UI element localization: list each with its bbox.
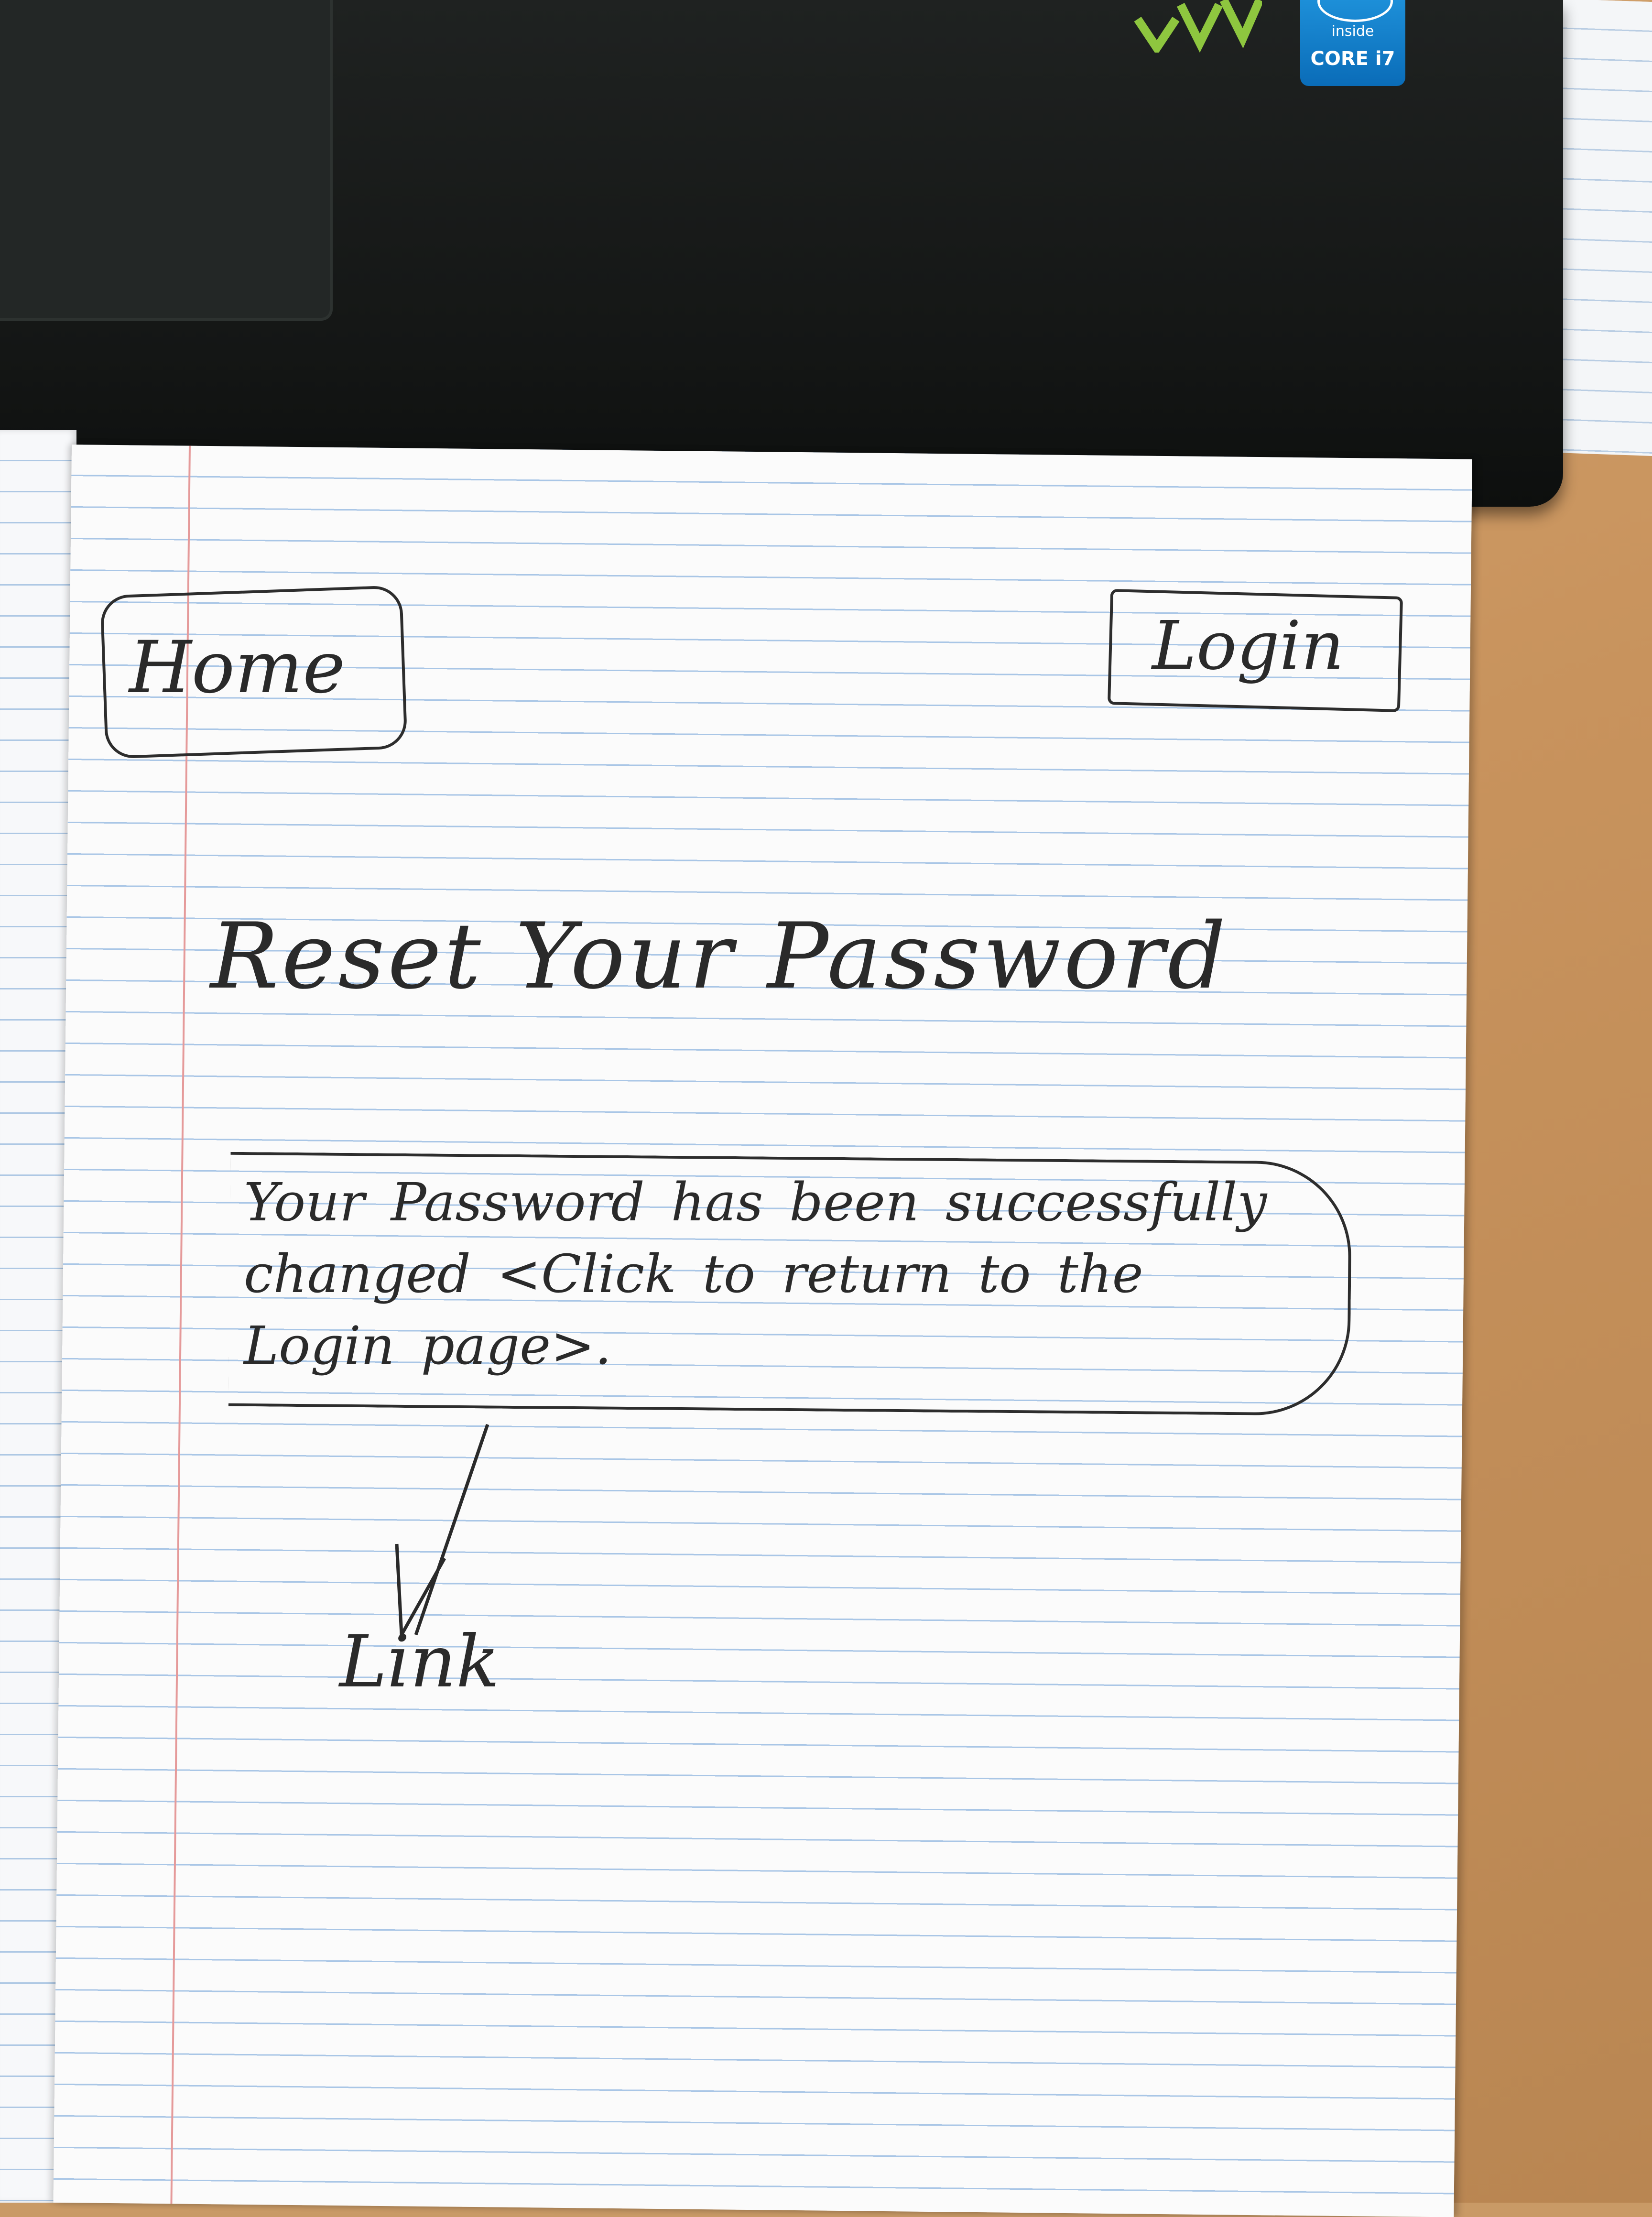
nvidia-sticker-icon [1128, 0, 1262, 53]
intel-logo-icon [1317, 0, 1393, 22]
login-button-label: Login [1152, 607, 1344, 685]
intel-sticker [1300, 0, 1405, 86]
intel-inside-text: inside [1331, 23, 1374, 40]
laptop [0, 0, 1563, 507]
home-button-label: Home [129, 626, 346, 709]
page-title: Reset Your Password [210, 903, 1229, 1009]
touchpad [0, 0, 333, 321]
intel-core-text: CORE i7 [1310, 48, 1395, 70]
link-annotation: Link [339, 1620, 500, 1704]
success-message[interactable]: Your Password has been successfully changed <Click to return to the Login page>. [244, 1172, 1267, 1376]
